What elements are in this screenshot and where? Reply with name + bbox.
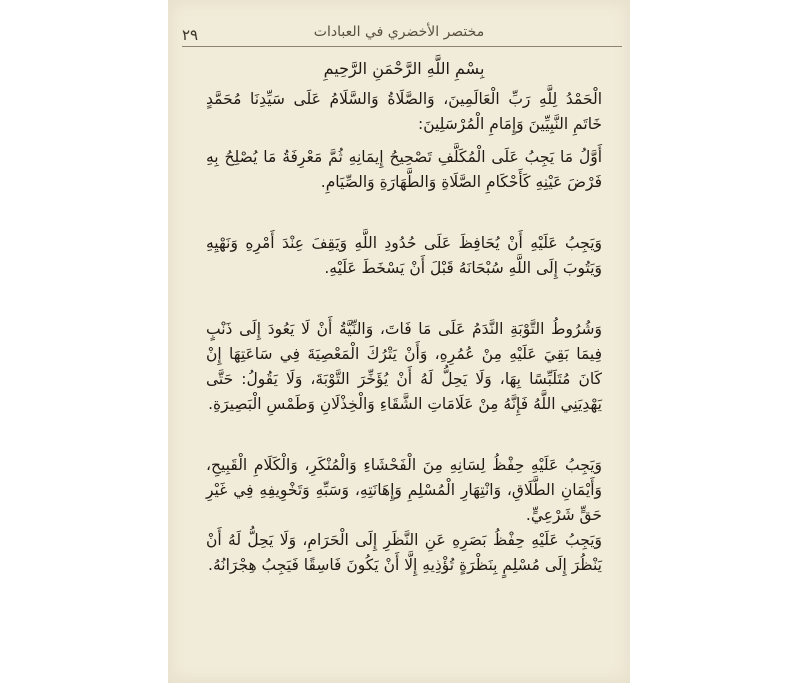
paragraph-gap — [206, 281, 602, 317]
paragraph-limits-of-god: وَيَجِبُ عَلَيْهِ أَنْ يُحَافِظَ عَلَى حُدُودِ اللَّهِ وَيَقِفَ عِنْدَ أَمْرِهِ وَنَهْيِهِ وَيَتُوبَ إِلَى اللَّهِ سُبْحَانَهُ قَبْلَ أَنْ يَسْخَطَ عَلَيْهِ. — [206, 234, 602, 277]
paragraph-gap — [206, 417, 602, 453]
paragraph-guarding-tongue: وَيَجِبُ عَلَيْهِ حِفْظُ لِسَانِهِ مِنَ الْفَحْشَاءِ وَالْمُنْكَرِ، وَالْكَلَامِ الْقَبِيحِ، وَأَيْمَانِ الطَّلَاقِ، وَانْتِهَارِ الْمُسْلِمِ وَإِهَانَتِهِ، وَسَبِّهِ وَتَخْوِيفِهِ فِي غَيْرِ حَقٍّ شَرْعِيٍّ. — [206, 456, 602, 524]
header-rule — [182, 46, 622, 47]
page-body — [206, 56, 602, 578]
paragraph-first-obligation: أَوَّلُ مَا يَجِبُ عَلَى الْمُكَلَّفِ تَصْحِيحُ إِيمَانِهِ ثُمَّ مَعْرِفَةُ مَا يُصْلِحُ بِهِ فَرْضَ عَيْنِهِ كَأَحْكَامِ الصَّلَاةِ وَالطَّهَارَةِ وَالصِّيَامِ. — [206, 148, 602, 191]
paragraph-gap — [206, 195, 602, 231]
paragraph-gap — [206, 137, 602, 145]
paragraph-opening: الْحَمْدُ لِلَّهِ رَبِّ الْعَالَمِينَ، وَالصَّلَاةُ وَالسَّلَامُ عَلَى سَيِّدِنَا مُحَمَّدٍ خَاتَمِ النَّبِيِّينَ وَإِمَامِ الْمُرْسَلِينَ: — [206, 90, 602, 133]
paragraph-conditions-of-repentance: وَشُرُوطُ التَّوْبَةِ النَّدَمُ عَلَى مَا فَاتَ، وَالنِّيَّةُ أَنْ لَا يَعُودَ إِلَى ذَنْبٍ فِيمَا بَقِيَ عَلَيْهِ مِنْ عُمُرِهِ، وَأَنْ يَتْرُكَ الْمَعْصِيَةَ فِي سَاعَتِهَا إِنْ كَانَ مُتَلَبِّسًا بِهَا، وَلَا يَحِلُّ لَهُ أَنْ يُؤَخِّرَ التَّوْبَةَ، وَلَا يَقُولُ: حَتَّى يَهْدِيَنِي اللَّهُ فَإِنَّهُ مِنْ عَلَامَاتِ الشَّقَاءِ وَالْخِذْلَانِ وَطَمْسِ الْبَصِيرَةِ. — [206, 320, 602, 413]
basmala: بِسْمِ اللَّهِ الرَّحْمَنِ الرَّحِيمِ — [323, 59, 485, 78]
paragraph-guarding-sight: وَيَجِبُ عَلَيْهِ حِفْظُ بَصَرِهِ عَنِ النَّظَرِ إِلَى الْحَرَامِ، وَلَا يَحِلُّ لَهُ أَنْ يَنْظُرَ إِلَى مُسْلِمٍ بِنَظْرَةٍ تُؤْذِيهِ إِلَّا أَنْ يَكُونَ فَاسِقًا فَيَجِبُ هِجْرَانُهُ. — [206, 531, 602, 574]
book-page — [168, 0, 630, 683]
running-title: مختصر الأخضري في العبادات — [313, 24, 485, 40]
page-header — [168, 24, 630, 48]
page-number: ٢٩ — [182, 26, 199, 44]
